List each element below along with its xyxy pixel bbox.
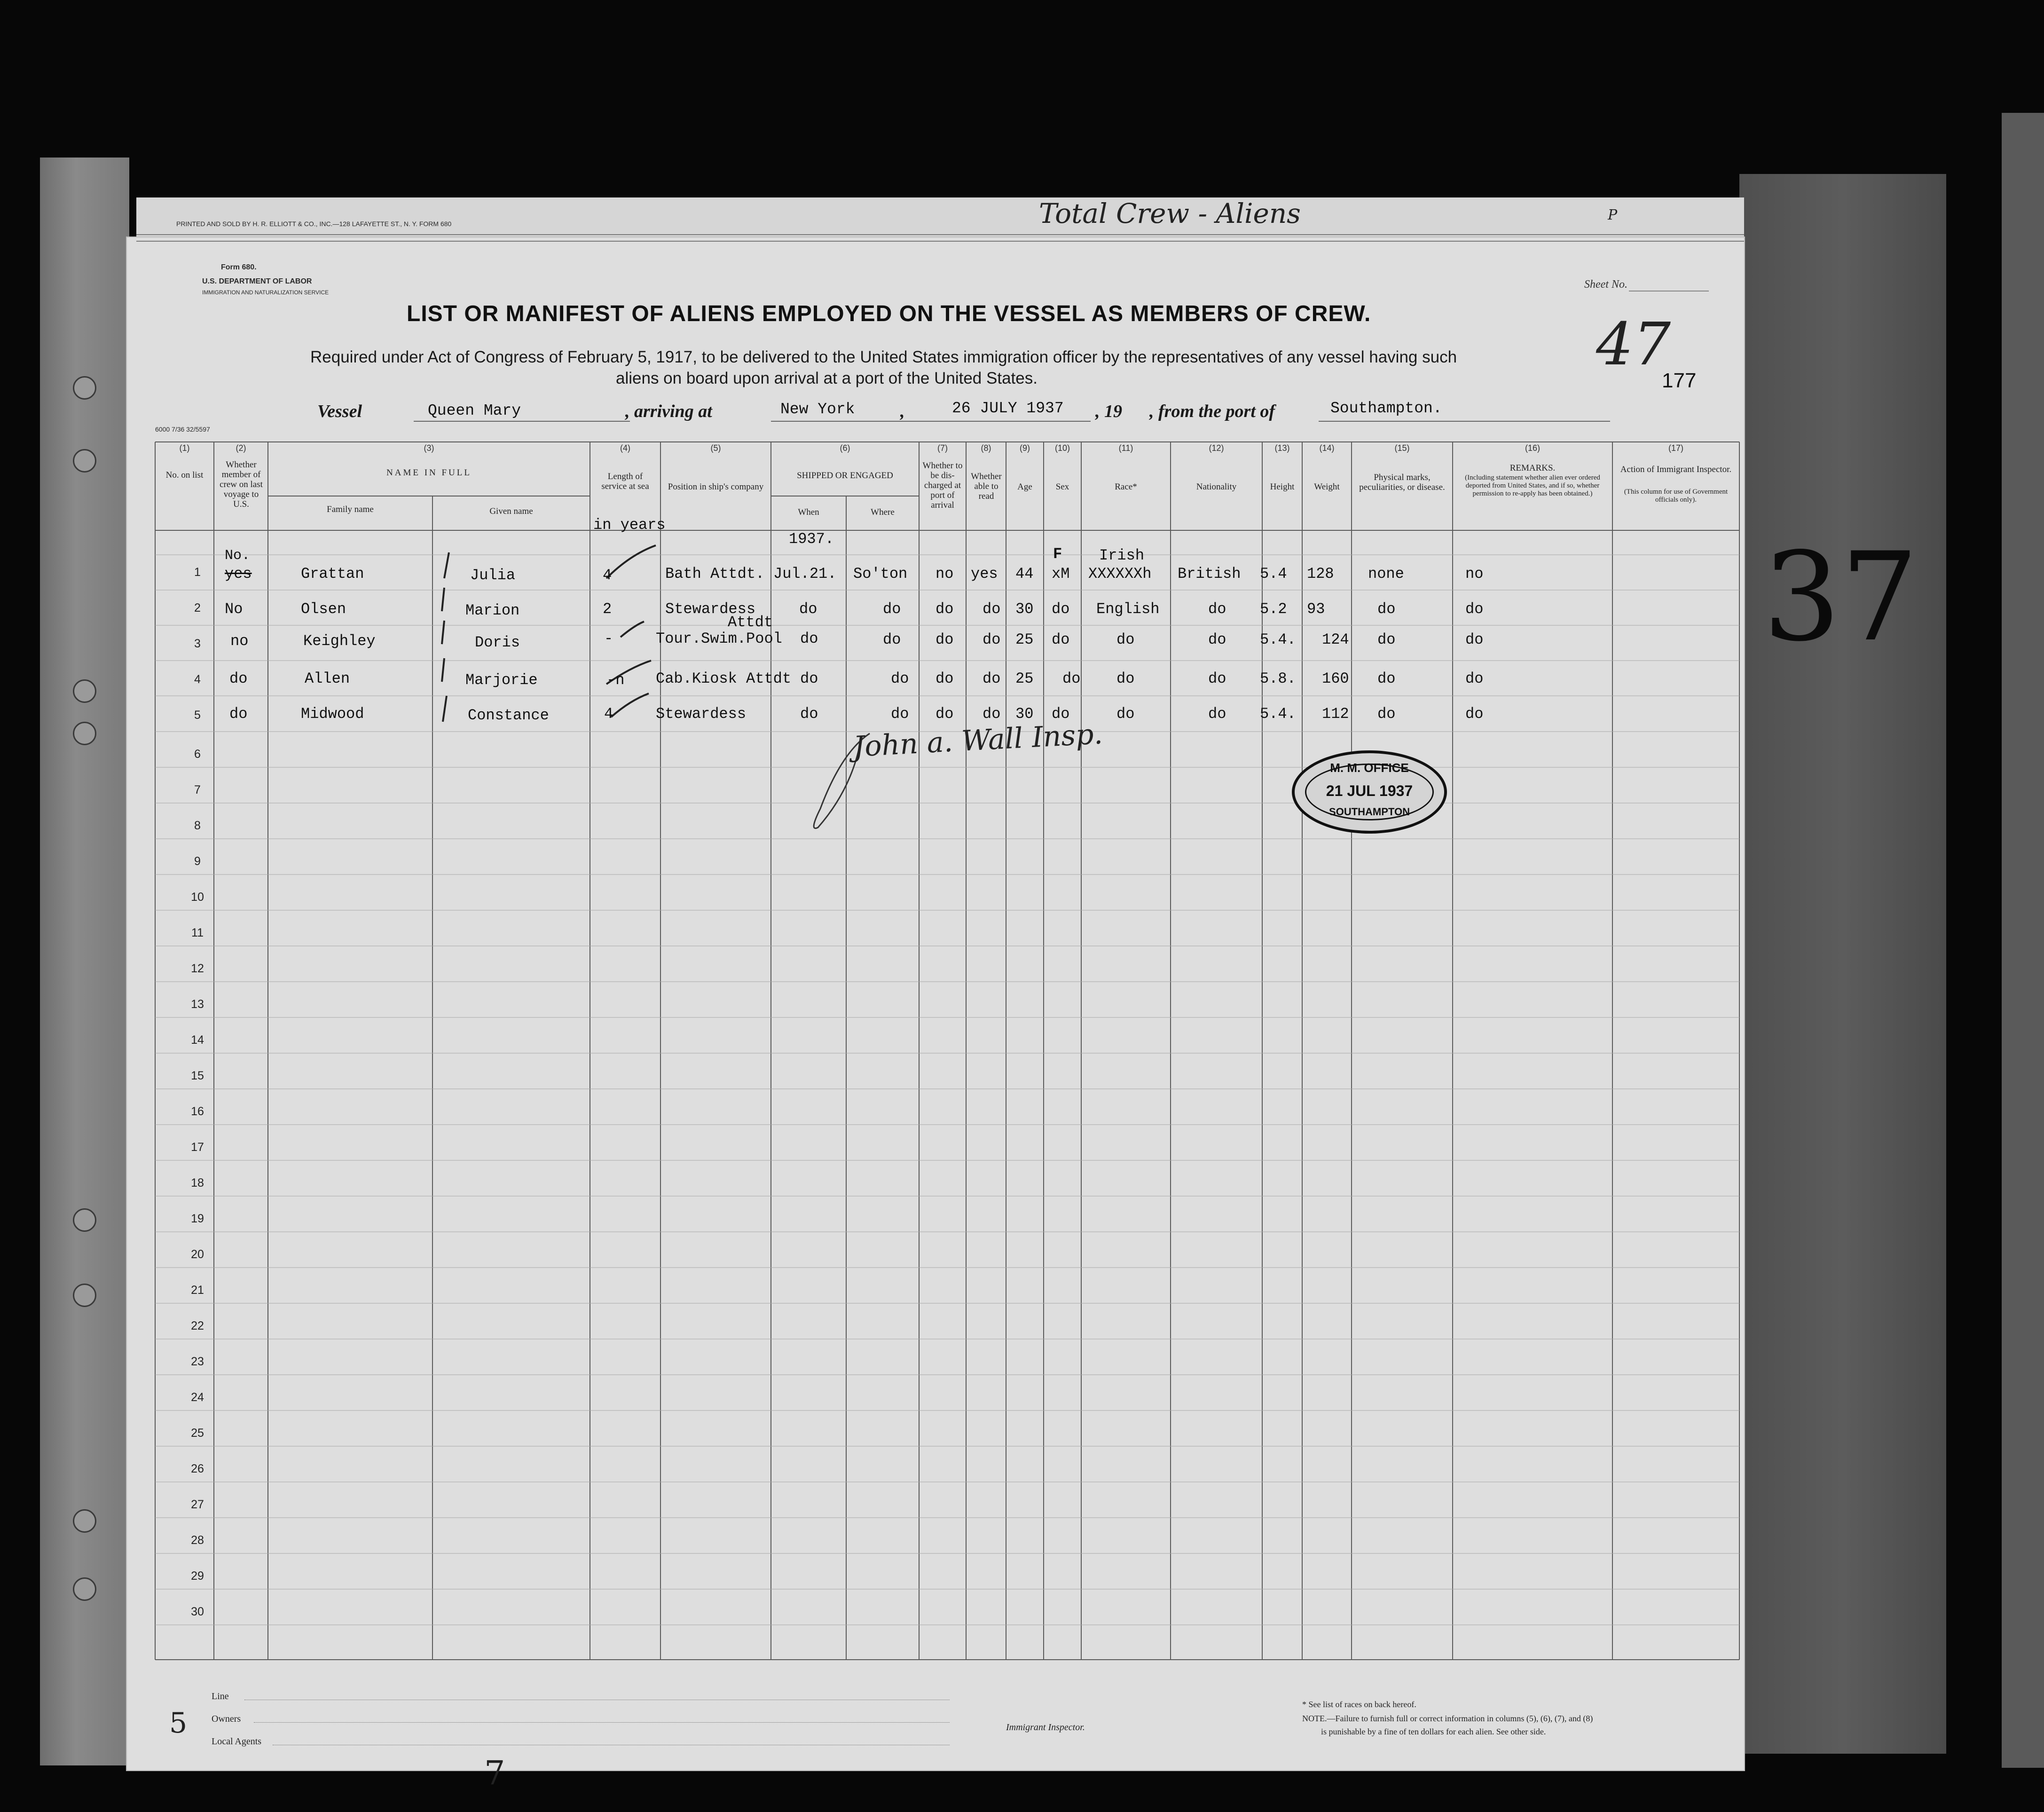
row-number: 21 [191, 1284, 204, 1297]
row-number: 3 [194, 637, 201, 650]
row4-given: Marjorie [465, 671, 538, 689]
row3-physical: do [1377, 631, 1396, 648]
header-height: Height [1270, 482, 1295, 492]
row1-family: Grattan [301, 565, 364, 583]
stamp-location: SOUTHAMPTON [1329, 806, 1410, 818]
row-number: 11 [191, 926, 204, 939]
row-number: 4 [194, 673, 201, 686]
service: IMMIGRATION AND NATURALIZATION SERVICE [202, 289, 329, 296]
form-number: Form 680. [221, 263, 257, 271]
form-code: 6000 7/36 32/5597 [155, 425, 210, 433]
col-num-2: (2) [236, 443, 246, 453]
row2-when: do [799, 600, 818, 618]
top-handwriting: Total Crew - Aliens [1039, 197, 1301, 229]
col-num-17: (17) [1668, 443, 1683, 453]
row2-position: Stewardess [665, 600, 756, 618]
row-number: 7 [194, 783, 201, 796]
header-discharged: Whether to be dis-charged at port of arrival [922, 461, 963, 510]
row1-when: Jul.21. [773, 565, 837, 583]
header-member-last-voyage: Whether member of crew on last voyage to U.S. [220, 460, 263, 509]
col-num-1: (1) [179, 443, 190, 453]
row3-nationality: do [1208, 631, 1226, 648]
row1-race: XXXXXXh [1088, 565, 1152, 583]
header-family-name: Family name [327, 504, 374, 514]
row1-nationality: British [1178, 565, 1241, 583]
row-number: 12 [191, 962, 204, 975]
row1-read: yes [971, 565, 998, 583]
header-no-on-list: No. on list [165, 470, 204, 480]
row5-remarks: do [1465, 705, 1484, 723]
row1-service: 4 [603, 567, 612, 584]
row-number: 29 [191, 1569, 204, 1583]
row3-weight: 124 [1322, 631, 1349, 648]
row4-member: do [229, 670, 248, 687]
header-given-name: Given name [489, 506, 533, 516]
row-number: 1 [194, 566, 201, 579]
header-position: Position in ship's company [668, 482, 764, 492]
department: U.S. DEPARTMENT OF LABOR [202, 277, 312, 285]
header-length-service: Length of service at sea [601, 472, 649, 491]
header-race: Race* [1115, 482, 1137, 492]
footer-owners-rule [254, 1722, 950, 1723]
row3-given: Doris [475, 634, 520, 651]
row4-where: do [891, 670, 909, 687]
row2-height: 5.2 [1260, 600, 1287, 618]
row5-given: Constance [468, 707, 549, 724]
row4-race: do [1116, 670, 1135, 687]
row1-where: So'ton [853, 565, 908, 583]
row-number: 17 [191, 1141, 204, 1154]
row-number: 8 [194, 819, 201, 832]
header-remarks: REMARKS. [1509, 463, 1556, 473]
col-num-15: (15) [1394, 443, 1410, 453]
row5-service: 4 [604, 705, 613, 723]
subtitle-line-1: Required under Act of Congress of February 5, 1917, to be delivered to the United States immigration officer by the representatives of any vessel having such [310, 348, 1457, 366]
row-number: 13 [191, 998, 204, 1011]
row2-member: No [225, 600, 243, 618]
from-label: , from the port of [1149, 402, 1275, 421]
header-able-read: Whether able to read [971, 472, 1002, 501]
row3-remarks: do [1465, 631, 1484, 648]
row3-member: no [230, 632, 249, 650]
row4-remarks: do [1465, 670, 1484, 687]
row2-where: do [883, 600, 901, 618]
row4-read: do [983, 670, 1001, 687]
header-when: When [798, 507, 819, 517]
col-num-3: (3) [424, 443, 434, 453]
row2-nationality: do [1208, 600, 1226, 618]
stamp-office: M. M. OFFICE [1330, 761, 1409, 775]
row3-when: do [800, 630, 818, 647]
row5-when: do [800, 705, 818, 723]
row3-position-extra: Attdt [728, 614, 773, 631]
sheet-number-handwritten: 47 [1596, 310, 1671, 378]
vessel-name: Queen Mary [428, 402, 521, 419]
row3-discharged: do [936, 631, 954, 648]
row5-sex: do [1052, 705, 1070, 723]
row5-member: do [229, 705, 248, 723]
sheet-no-label: Sheet No. [1584, 278, 1627, 291]
row5-discharged: do [936, 705, 954, 723]
row4-service: -n [606, 671, 625, 689]
row-number: 22 [191, 1319, 204, 1332]
row1-member-correction: No. [225, 548, 251, 564]
row5-race: do [1116, 705, 1135, 723]
row2-read: do [983, 600, 1001, 618]
header-sex: Sex [1055, 482, 1069, 492]
year-note: 1937. [789, 530, 834, 548]
row-number: 26 [191, 1462, 204, 1475]
row-number: 6 [194, 748, 201, 761]
row-number: 19 [191, 1212, 204, 1225]
row4-sex: do [1062, 670, 1081, 687]
row5-height: 5.4. [1260, 705, 1296, 723]
row4-height: 5.8. [1260, 670, 1296, 687]
row-number: 10 [191, 890, 204, 904]
row4-position: Cab.Kiosk Attdt [656, 670, 792, 687]
col-num-8: (8) [981, 443, 991, 453]
comma: , [900, 402, 905, 421]
row-number: 15 [191, 1069, 204, 1082]
inspector-signature: John a. Wall Insp. [852, 717, 1104, 764]
col-num-9: (9) [1020, 443, 1030, 453]
row5-read: do [983, 705, 1001, 723]
subtitle-line-2: aliens on board upon arrival at a port of the United States. [616, 369, 1038, 387]
row2-family: Olsen [301, 600, 346, 618]
row3-read: do [983, 631, 1001, 648]
margin-mark: 37 [1763, 527, 1918, 669]
row5-nationality: do [1208, 705, 1226, 723]
row3-service: - [604, 630, 613, 647]
col-num-7: (7) [937, 443, 948, 453]
footer-line: Line [212, 1691, 229, 1702]
row5-physical: do [1377, 705, 1396, 723]
year-label: , 19 [1095, 402, 1122, 421]
col-num-12: (12) [1209, 443, 1224, 453]
row5-weight: 112 [1322, 705, 1349, 723]
row5-family: Midwood [301, 705, 364, 723]
header-remarks-note: (Including statement whether alien ever ordered deported from United States, and if so, whether permission to re-apply has been obtained.) [1465, 474, 1600, 497]
vessel-label: Vessel [317, 402, 362, 421]
row2-service: 2 [603, 600, 612, 618]
row-number: 18 [191, 1176, 204, 1190]
row-number: 23 [191, 1355, 204, 1368]
row2-race: English [1096, 600, 1160, 618]
row-number: 27 [191, 1498, 204, 1511]
header-shipped-engaged: SHIPPED OR ENGAGED [797, 471, 893, 481]
col-num-5: (5) [710, 443, 721, 453]
row-number: 25 [191, 1426, 204, 1440]
row1-age: 44 [1015, 565, 1034, 583]
row3-family: Keighley [303, 632, 376, 650]
row3-position: Tour.Swim.Pool [656, 630, 782, 647]
row2-discharged: do [936, 600, 954, 618]
footer-inspector: Immigrant Inspector. [1006, 1722, 1085, 1733]
row-number: 24 [191, 1391, 204, 1404]
col-num-16: (16) [1525, 443, 1540, 453]
row4-discharged: do [936, 670, 954, 687]
printer-line: PRINTED AND SOLD BY H. R. ELLIOTT & CO., INC.—128 LAFAYETTE ST., N. Y. FORM 680 [176, 220, 452, 228]
row3-sex: do [1052, 631, 1070, 648]
col-num-11: (11) [1118, 443, 1133, 453]
footer-bottom-mark: 7 [484, 1754, 505, 1792]
row-number: 5 [194, 709, 201, 722]
col-num-10: (10) [1054, 443, 1070, 453]
arriving-label: , arriving at [625, 402, 712, 421]
header-weight: Weight [1314, 482, 1340, 492]
row4-when: do [800, 670, 818, 687]
row2-remarks: do [1465, 600, 1484, 618]
row-number: 28 [191, 1534, 204, 1547]
row-number: 20 [191, 1248, 204, 1261]
header-action-note: (This column for use of Government officials only). [1624, 488, 1728, 504]
header-age: Age [1017, 482, 1032, 492]
row1-race-correction: Irish [1099, 547, 1145, 564]
row3-where: do [883, 631, 901, 648]
arrival-port: New York [780, 401, 855, 418]
col-num-6: (6) [840, 443, 850, 453]
office-stamp [1292, 750, 1447, 834]
footer-races-note: * See list of races on back hereof. [1302, 1700, 1416, 1709]
row1-weight: 128 [1307, 565, 1334, 583]
col-num-4: (4) [620, 443, 630, 453]
row5-age: 30 [1015, 705, 1034, 723]
header-where: Where [871, 507, 895, 517]
row4-nationality: do [1208, 670, 1226, 687]
stamp-date: 21 JUL 1937 [1326, 782, 1413, 799]
row3-race: do [1116, 631, 1135, 648]
row1-member: yes [225, 565, 252, 583]
header-physical: Physical marks, peculiarities, or disease. [1359, 473, 1445, 492]
row1-sex-correction: F [1053, 545, 1062, 563]
footer-owners: Owners [212, 1714, 241, 1724]
row2-given: Marion [465, 602, 520, 619]
footer-margin-mark: 5 [169, 1707, 188, 1740]
row1-physical: none [1368, 565, 1404, 583]
row3-height: 5.4. [1260, 631, 1296, 648]
row1-given: Julia [470, 567, 516, 584]
row4-age: 25 [1015, 670, 1034, 687]
header-name-in-full: NAME IN FULL [386, 468, 472, 478]
row-number: 14 [191, 1033, 204, 1047]
header-nationality: Nationality [1196, 482, 1237, 492]
row4-family: Allen [305, 670, 350, 687]
row5-position: Stewardess [656, 705, 747, 723]
footer-note-2: is punishable by a fine of ten dollars for each alien. See other side. [1321, 1727, 1546, 1736]
col-num-14: (14) [1319, 443, 1335, 453]
footer-note: NOTE.—Failure to furnish full or correct information in columns (5), (6), (7), and (8) [1302, 1714, 1593, 1723]
top-mark: P [1608, 207, 1618, 223]
row3-age: 25 [1015, 631, 1034, 648]
row-number: 16 [191, 1105, 204, 1118]
row1-remarks: no [1465, 565, 1484, 583]
arrival-date: 26 JULY 1937 [952, 400, 1064, 417]
header-action: Action of Immigrant Inspector. [1620, 465, 1732, 474]
row-number: 30 [191, 1605, 204, 1618]
row2-age: 30 [1015, 600, 1034, 618]
row2-sex: do [1052, 600, 1070, 618]
manifest-title: LIST OR MANIFEST OF ALIENS EMPLOYED ON THE VESSEL AS MEMBERS OF CREW. [407, 301, 1371, 326]
row1-position: Bath Attdt. [665, 565, 765, 583]
row2-physical: do [1377, 600, 1396, 618]
col-num-13: (13) [1274, 443, 1290, 453]
row2-weight: 93 [1307, 600, 1325, 618]
row5-where: do [891, 705, 909, 723]
header-in-years: in years [593, 516, 666, 534]
departure-port: Southampton. [1330, 400, 1442, 417]
page-number: 177 [1662, 369, 1697, 392]
row1-discharged: no [936, 565, 954, 583]
footer-agents: Local Agents [212, 1736, 262, 1747]
row1-sex: xM [1052, 565, 1070, 583]
row-number: 9 [194, 855, 201, 868]
row4-weight: 160 [1322, 670, 1349, 687]
row4-physical: do [1377, 670, 1396, 687]
row-number: 2 [194, 601, 201, 615]
row1-height: 5.4 [1260, 565, 1287, 583]
